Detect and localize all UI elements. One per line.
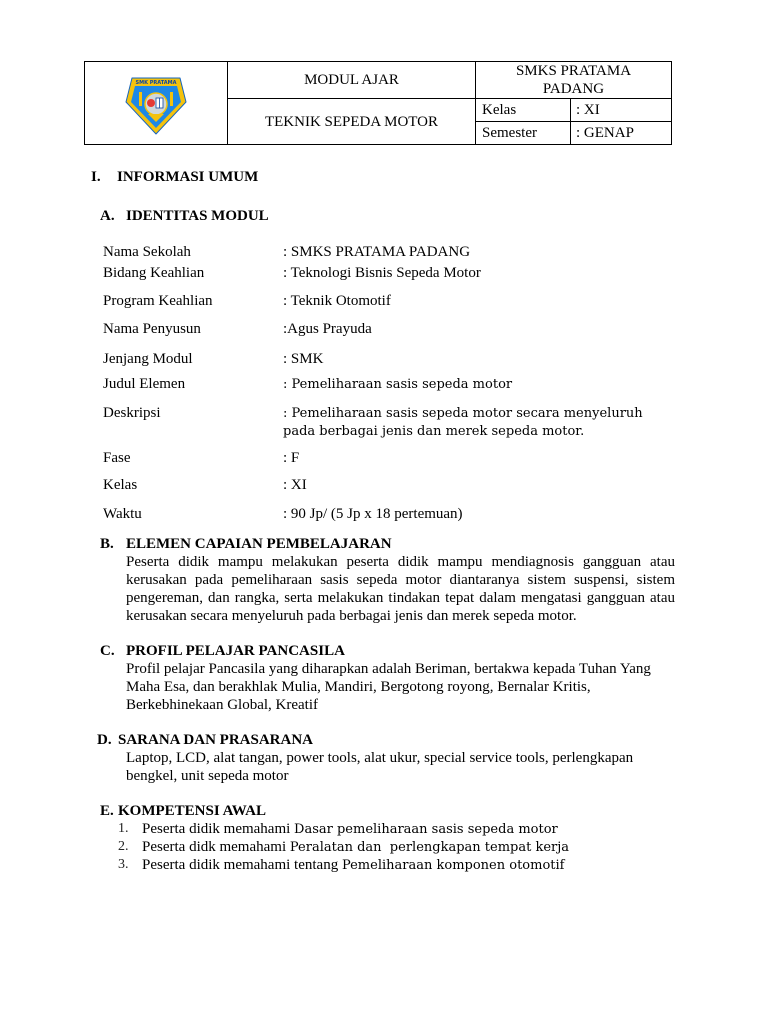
identity-label: Judul Elemen [103,376,186,392]
identity-value: : SMK [283,351,324,367]
identity-label: Bidang Keahlian [103,265,205,281]
subject-title: TEKNIK SEPEDA MOTOR [228,99,476,145]
section-title: PROFIL PELAJAR PANCASILA [126,643,345,659]
section-title: ELEMEN CAPAIAN PEMBELAJARAN [126,536,392,552]
list-item [142,856,564,875]
identity-value: : XI [283,477,307,493]
list-item-prefix: Peserta didik memahami tentang [142,857,342,873]
identity-value: : SMKS PRATAMA PADANG [283,244,471,260]
section-letter: C. [100,643,115,659]
identity-label: Deskripsi [103,405,161,421]
list-item [142,838,569,857]
identity-label: Fase [103,450,131,466]
identity-label: Waktu [103,506,142,522]
identity-value: : Pemeliharaan sasis sepeda motor [283,377,513,392]
identity-label: Jenjang Modul [103,351,193,367]
part-title: INFORMASI UMUM [117,169,259,185]
section-title: SARANA DAN PRASARANA [118,732,314,748]
list-item-number: 2. [118,839,129,854]
identity-value: :Agus Prayuda [283,321,372,337]
part-number: I. [91,169,101,185]
learning-outcomes-paragraph: Peserta didik mampu melakukan peserta didik mampu mendiagnosis gangguan atau kerusakan pada pemeliharaan sasis sepeda motor diantaranya sistem suspensi, sistem pengereman, dan rangka, serta melakukan tindakan tepat dalam mengatasi gangguan atau kerusakan secara menyeluruh pada berbagai jenis dan merek sepeda motor. [126,554,675,624]
school-emblem-icon [124,76,188,136]
facilities-paragraph: Laptop, LCD, alat tangan, power tools, alat ukur, special service tools, perlengkapan bengkel, unit sepeda motor [126,750,634,784]
list-item-number: 3. [118,857,129,872]
section-letter: D. [97,732,112,748]
identity-value: : F [283,450,300,466]
list-item-topic: Dasar pemeliharaan sasis sepeda motor [294,822,558,837]
list-item-topic: Pemeliharaan komponen otomotif [341,858,565,873]
class-value: : XI [571,99,672,122]
identity-value: : Teknik Otomotif [283,293,391,309]
identity-label: Nama Penyusun [103,321,201,337]
list-item-prefix: Peserta didk memahami [142,839,290,855]
school-name-cell [476,62,672,99]
logo-cell [85,62,228,145]
identity-label: Kelas [103,477,138,493]
identity-value: : Teknologi Bisnis Sepeda Motor [283,265,481,281]
header-table [84,61,672,145]
identity-value: : 90 Jp/ (5 Jp x 18 pertemuan) [283,506,463,522]
list-item-topic: Peralatan dan perlengkapan tempat kerja [289,840,570,855]
list-item-prefix: Peserta didik memahami [142,821,295,837]
identity-label: Program Keahlian [103,293,213,309]
section-letter: B. [100,536,114,552]
identity-label: Nama Sekolah [103,244,191,260]
school-name: SMKS PRATAMA PADANG [515,63,632,97]
section-title: IDENTITAS MODUL [126,208,269,224]
list-item [142,820,558,839]
list-item-number: 1. [118,821,129,836]
semester-label: Semester [476,122,571,145]
class-label: Kelas [476,99,571,122]
semester-value: : GENAP [571,122,672,145]
section-letter: E. [100,803,114,819]
section-title: KOMPETENSI AWAL [118,803,266,819]
pancasila-profile-paragraph: Profil pelajar Pancasila yang diharapkan adalah Beriman, bertakwa kepada Tuhan Yang Maha Esa, dan berakhlak Mulia, Mandiri, Bergotong royong, Bernalar Kritis, Berkebhinekaan Global, Kreatif [126,661,651,713]
document-type: MODUL AJAR [228,62,476,99]
identity-value: : Pemeliharaan sasis sepeda motor secara menyeluruh pada berbagai jenis dan merek sepeda motor. [283,406,643,439]
section-letter: A. [100,208,115,224]
logo-lettering: SMK PRATAMA [135,79,177,86]
